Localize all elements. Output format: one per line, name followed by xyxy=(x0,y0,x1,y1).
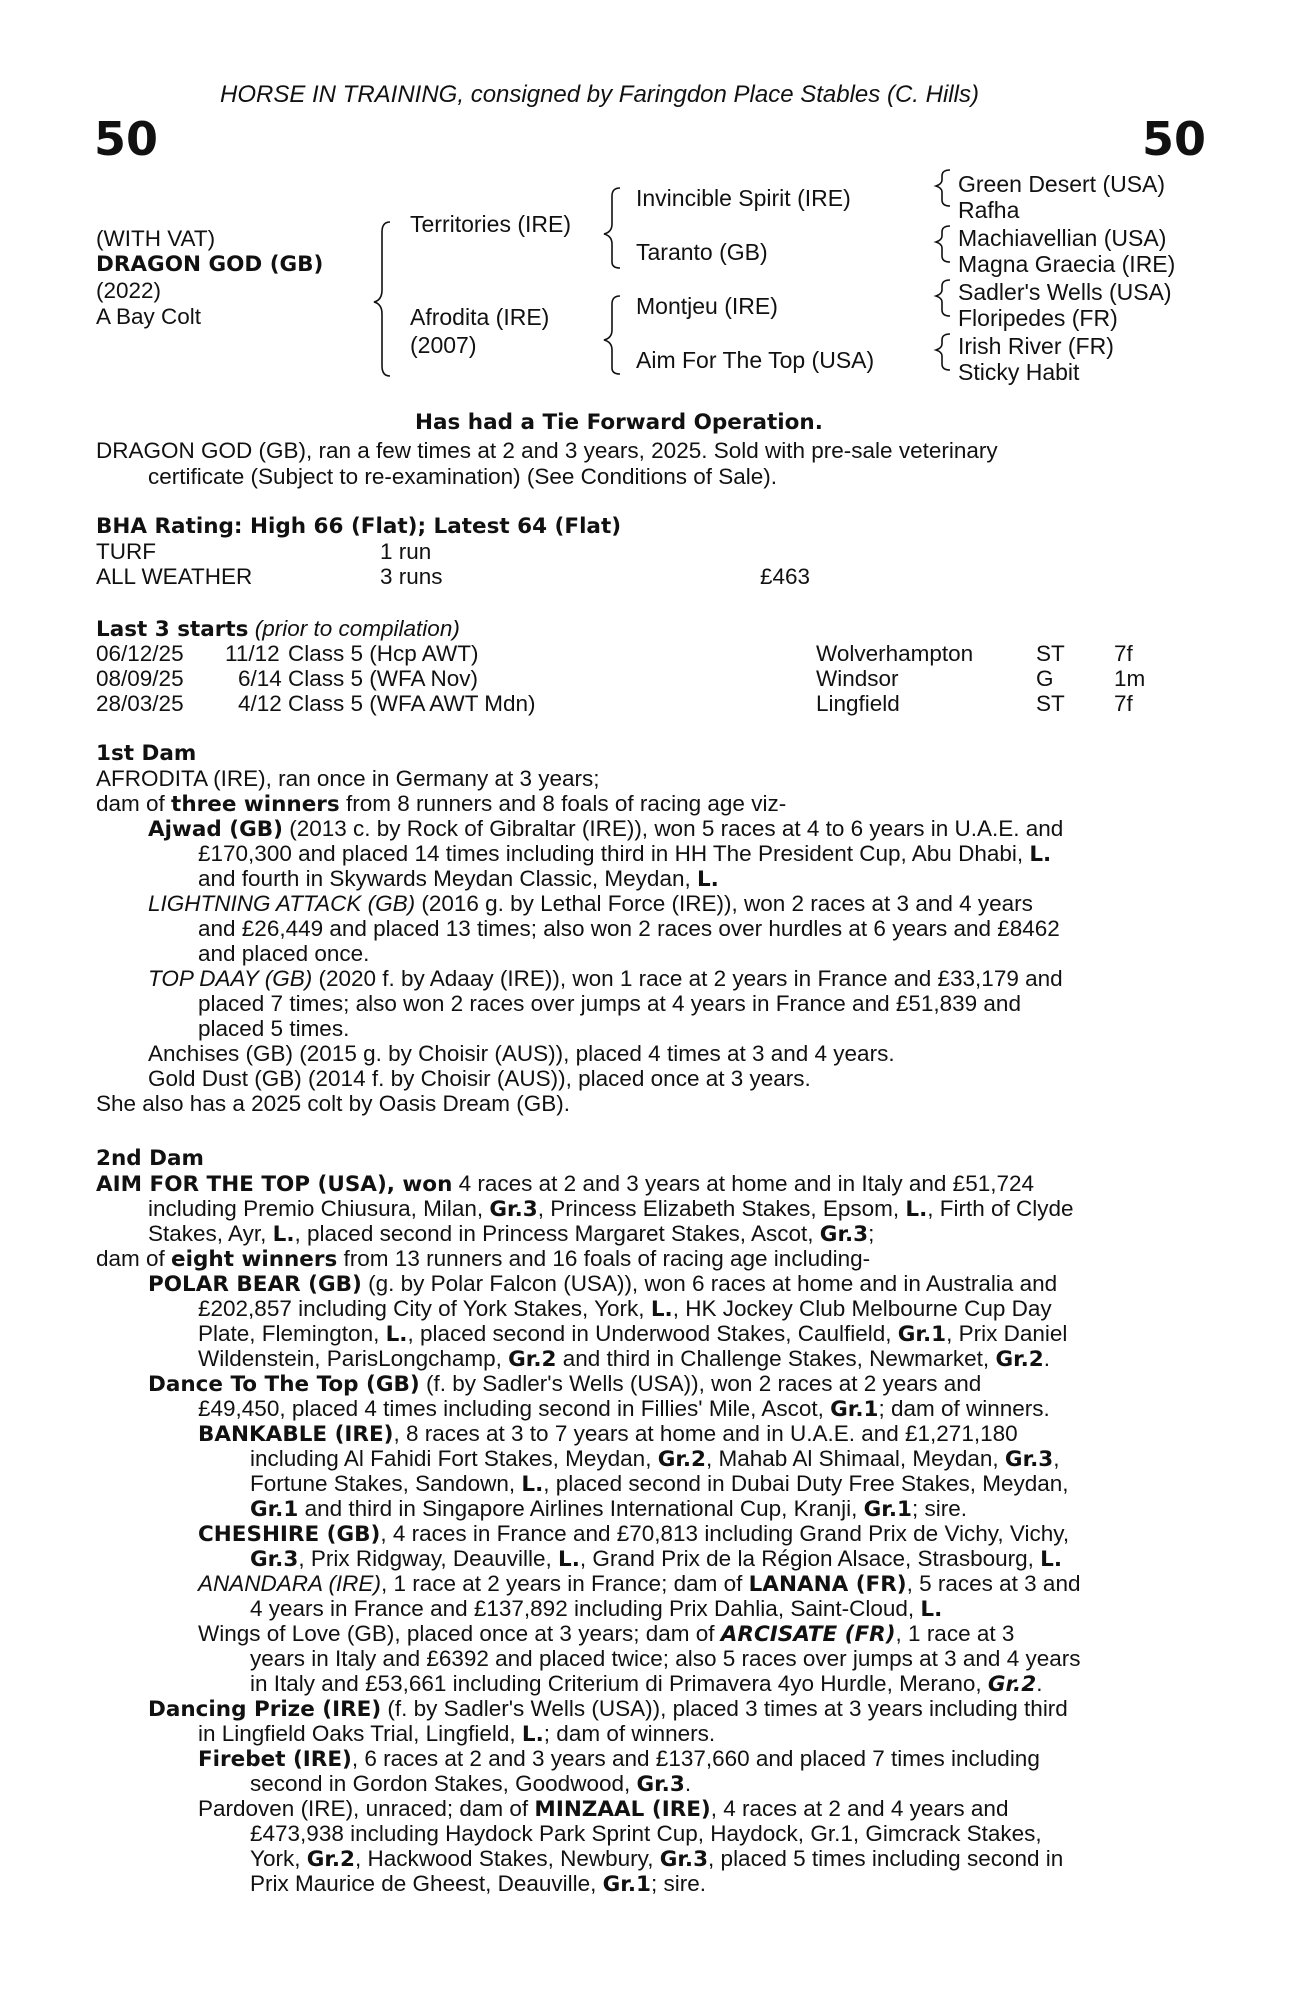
start-class: Class 5 (WFA AWT Mdn) xyxy=(288,691,536,716)
first-dam-line: She also has a 2025 colt by Oasis Dream (GB). xyxy=(96,1091,570,1116)
progeny-line: TOP DAAY (GB) (2020 f. by Adaay (IRE)), won 1 race at 2 years in France and £33,179 and xyxy=(148,966,1063,991)
progeny-line: BANKABLE (IRE), 8 races at 3 to 7 years at home and in U.A.E. and £1,271,180 xyxy=(198,1421,1018,1447)
progeny-line: York, Gr.2, Hackwood Stakes, Newbury, Gr.3, placed 5 times including second in xyxy=(250,1846,1064,1872)
dam-sire: Montjeu (IRE) xyxy=(636,293,778,319)
start-date: 28/03/25 xyxy=(96,691,184,716)
start-going: ST xyxy=(1036,691,1065,716)
start-going: G xyxy=(1036,666,1054,691)
all-weather-label: ALL WEATHER xyxy=(96,564,253,589)
progeny-line: Gold Dust (GB) (2014 f. by Choisir (AUS)), placed once at 3 years. xyxy=(148,1066,811,1091)
start-position: 6/14 xyxy=(238,666,282,691)
last-starts-title: Last 3 starts xyxy=(96,617,249,642)
start-distance: 7f xyxy=(1114,691,1133,716)
sire: Territories (IRE) xyxy=(410,211,572,237)
intro-line-1: DRAGON GOD (GB), ran a few times at 2 and 3 years, 2025. Sold with pre-sale veterinary xyxy=(96,438,998,463)
second-dam-line: AIM FOR THE TOP (USA), won 4 races at 2 and 3 years at home and in Italy and £51,724 xyxy=(96,1171,1035,1197)
progeny-line: Pardoven (IRE), unraced; dam of MINZAAL (IRE), 4 races at 2 and 4 years and xyxy=(198,1796,1009,1822)
start-course: Lingfield xyxy=(816,691,900,716)
second-dam-title: 2nd Dam xyxy=(96,1146,204,1171)
lot-number-right: 50 xyxy=(1142,112,1207,166)
dam: Afrodita (IRE) xyxy=(410,304,550,330)
horse-name: DRAGON GOD (GB) xyxy=(96,252,324,277)
dam-dam: Aim For The Top (USA) xyxy=(636,347,875,373)
start-course: Wolverhampton xyxy=(816,641,974,666)
start-position: 4/12 xyxy=(238,691,282,716)
progeny-line: placed 7 times; also won 2 races over jumps at 4 years in France and £51,839 and xyxy=(198,991,1021,1016)
progeny-line: POLAR BEAR (GB) (g. by Polar Falcon (USA)), won 6 races at home and in Australia and xyxy=(148,1271,1058,1297)
progeny-line: ANANDARA (IRE), 1 race at 2 years in France; dam of LANANA (FR), 5 races at 3 and xyxy=(198,1571,1081,1597)
progeny-line: Wings of Love (GB), placed once at 3 years; dam of ARCISATE (FR), 1 race at 3 xyxy=(198,1621,1015,1647)
second-dam-line: dam of eight winners from 13 runners and 16 foals of racing age including- xyxy=(96,1246,871,1272)
start-date: 06/12/25 xyxy=(96,641,184,666)
lot-number-left: 50 xyxy=(94,112,159,166)
sire-dam: Taranto (GB) xyxy=(636,239,768,265)
second-dam-line: Stakes, Ayr, L., placed second in Princess Margaret Stakes, Ascot, Gr.3; xyxy=(148,1221,875,1247)
progeny-line: second in Gordon Stakes, Goodwood, Gr.3. xyxy=(250,1771,692,1797)
ancestor-6: Floripedes (FR) xyxy=(958,305,1118,331)
start-distance: 1m xyxy=(1114,666,1146,691)
progeny-line: and placed once. xyxy=(198,941,370,966)
progeny-line: including Al Fahidi Fort Stakes, Meydan, Gr.2, Mahab Al Shimaal, Meydan, Gr.3, xyxy=(250,1446,1060,1472)
all-weather-runs: 3 runs xyxy=(380,564,443,589)
ancestor-7: Irish River (FR) xyxy=(958,333,1114,359)
horse-description: A Bay Colt xyxy=(96,304,202,329)
progeny-line: and £26,449 and placed 13 times; also won 2 races over hurdles at 6 years and £8462 xyxy=(198,916,1060,941)
progeny-line: Dancing Prize (IRE) (f. by Sadler's Wells (USA)), placed 3 times at 3 years including third xyxy=(148,1696,1068,1722)
progeny-line: £473,938 including Haydock Park Sprint Cup, Haydock, Gr.1, Gimcrack Stakes, xyxy=(250,1821,1042,1846)
progeny-line: Ajwad (GB) (2013 c. by Rock of Gibraltar (IRE)), won 5 races at 4 to 6 years in U.A.E. and xyxy=(148,816,1064,842)
start-class: Class 5 (Hcp AWT) xyxy=(288,641,479,666)
bha-rating: BHA Rating: High 66 (Flat); Latest 64 (Flat) xyxy=(96,514,622,539)
progeny-line: £202,857 including City of York Stakes, York, L., HK Jockey Club Melbourne Cup Day xyxy=(198,1296,1052,1322)
ancestor-3: Machiavellian (USA) xyxy=(958,225,1167,251)
consignment-header: HORSE IN TRAINING, consigned by Faringdon Place Stables (C. Hills) xyxy=(220,81,979,108)
progeny-line: years in Italy and £6392 and placed twice; also 5 races over jumps at 3 and 4 years xyxy=(250,1646,1081,1671)
start-distance: 7f xyxy=(1114,641,1133,666)
ancestor-2: Rafha xyxy=(958,197,1020,223)
progeny-line: Firebet (IRE), 6 races at 2 and 3 years and £137,660 and placed 7 times including xyxy=(198,1746,1040,1772)
first-dam-line: dam of three winners from 8 runners and 8 foals of racing age viz- xyxy=(96,791,787,817)
progeny-line: in Italy and £53,661 including Criterium di Primavera 4yo Hurdle, Merano, Gr.2. xyxy=(250,1671,1043,1697)
tie-forward-notice: Has had a Tie Forward Operation. xyxy=(415,410,823,435)
ancestor-1: Green Desert (USA) xyxy=(958,171,1166,197)
turf-runs: 1 run xyxy=(380,539,432,564)
progeny-line: in Lingfield Oaks Trial, Lingfield, L.; dam of winners. xyxy=(198,1721,716,1747)
ancestor-8: Sticky Habit xyxy=(958,359,1080,385)
progeny-line: placed 5 times. xyxy=(198,1016,350,1041)
all-weather-earnings: £463 xyxy=(760,564,811,589)
intro-line-2: certificate (Subject to re-examination) (See Conditions of Sale). xyxy=(148,464,778,489)
progeny-line: Wildenstein, ParisLongchamp, Gr.2 and third in Challenge Stakes, Newmarket, Gr.2. xyxy=(198,1346,1051,1372)
start-class: Class 5 (WFA Nov) xyxy=(288,666,479,691)
dam-year: (2007) xyxy=(410,332,477,358)
progeny-line: CHESHIRE (GB), 4 races in France and £70,813 including Grand Prix de Vichy, Vichy, xyxy=(198,1521,1070,1547)
turf-label: TURF xyxy=(96,539,156,564)
start-course: Windsor xyxy=(816,666,899,691)
start-date: 08/09/25 xyxy=(96,666,184,691)
progeny-line: and fourth in Skywards Meydan Classic, Meydan, L. xyxy=(198,866,719,892)
ancestor-4: Magna Graecia (IRE) xyxy=(958,251,1176,277)
progeny-line: Fortune Stakes, Sandown, L., placed second in Dubai Duty Free Stakes, Meydan, xyxy=(250,1471,1069,1497)
start-going: ST xyxy=(1036,641,1065,666)
vat-label: (WITH VAT) xyxy=(96,226,216,251)
start-position: 11/12 xyxy=(225,641,280,666)
progeny-line: 4 years in France and £137,892 including Prix Dahlia, Saint-Cloud, L. xyxy=(250,1596,943,1622)
last-starts-subtitle: (prior to compilation) xyxy=(254,616,460,641)
progeny-line: Gr.3, Prix Ridgway, Deauville, L., Grand Prix de la Région Alsace, Strasbourg, L. xyxy=(250,1546,1062,1572)
first-dam-title: 1st Dam xyxy=(96,741,197,766)
progeny-line: Gr.1 and third in Singapore Airlines International Cup, Kranji, Gr.1; sire. xyxy=(250,1496,967,1522)
foaling-year: (2022) xyxy=(96,278,162,303)
progeny-line: £170,300 and placed 14 times including third in HH The President Cup, Abu Dhabi, L. xyxy=(198,841,1052,867)
progeny-line: Anchises (GB) (2015 g. by Choisir (AUS)), placed 4 times at 3 and 4 years. xyxy=(148,1041,895,1066)
progeny-line: £49,450, placed 4 times including second in Fillies' Mile, Ascot, Gr.1; dam of winners. xyxy=(198,1396,1050,1422)
first-dam-line: AFRODITA (IRE), ran once in Germany at 3 years; xyxy=(96,766,600,791)
second-dam-line: including Premio Chiusura, Milan, Gr.3, Princess Elizabeth Stakes, Epsom, L., Firth of Clyde xyxy=(148,1196,1074,1222)
progeny-line: Dance To The Top (GB) (f. by Sadler's Wells (USA)), won 2 races at 2 years and xyxy=(148,1371,982,1397)
progeny-line: Plate, Flemington, L., placed second in Underwood Stakes, Caulfield, Gr.1, Prix Daniel xyxy=(198,1321,1068,1347)
progeny-line: Prix Maurice de Gheest, Deauville, Gr.1; sire. xyxy=(250,1871,706,1897)
last-starts-heading xyxy=(96,616,460,643)
ancestor-5: Sadler's Wells (USA) xyxy=(958,279,1172,305)
sire-sire: Invincible Spirit (IRE) xyxy=(636,185,851,211)
progeny-line: LIGHTNING ATTACK (GB) (2016 g. by Lethal Force (IRE)), won 2 races at 3 and 4 years xyxy=(148,891,1033,916)
